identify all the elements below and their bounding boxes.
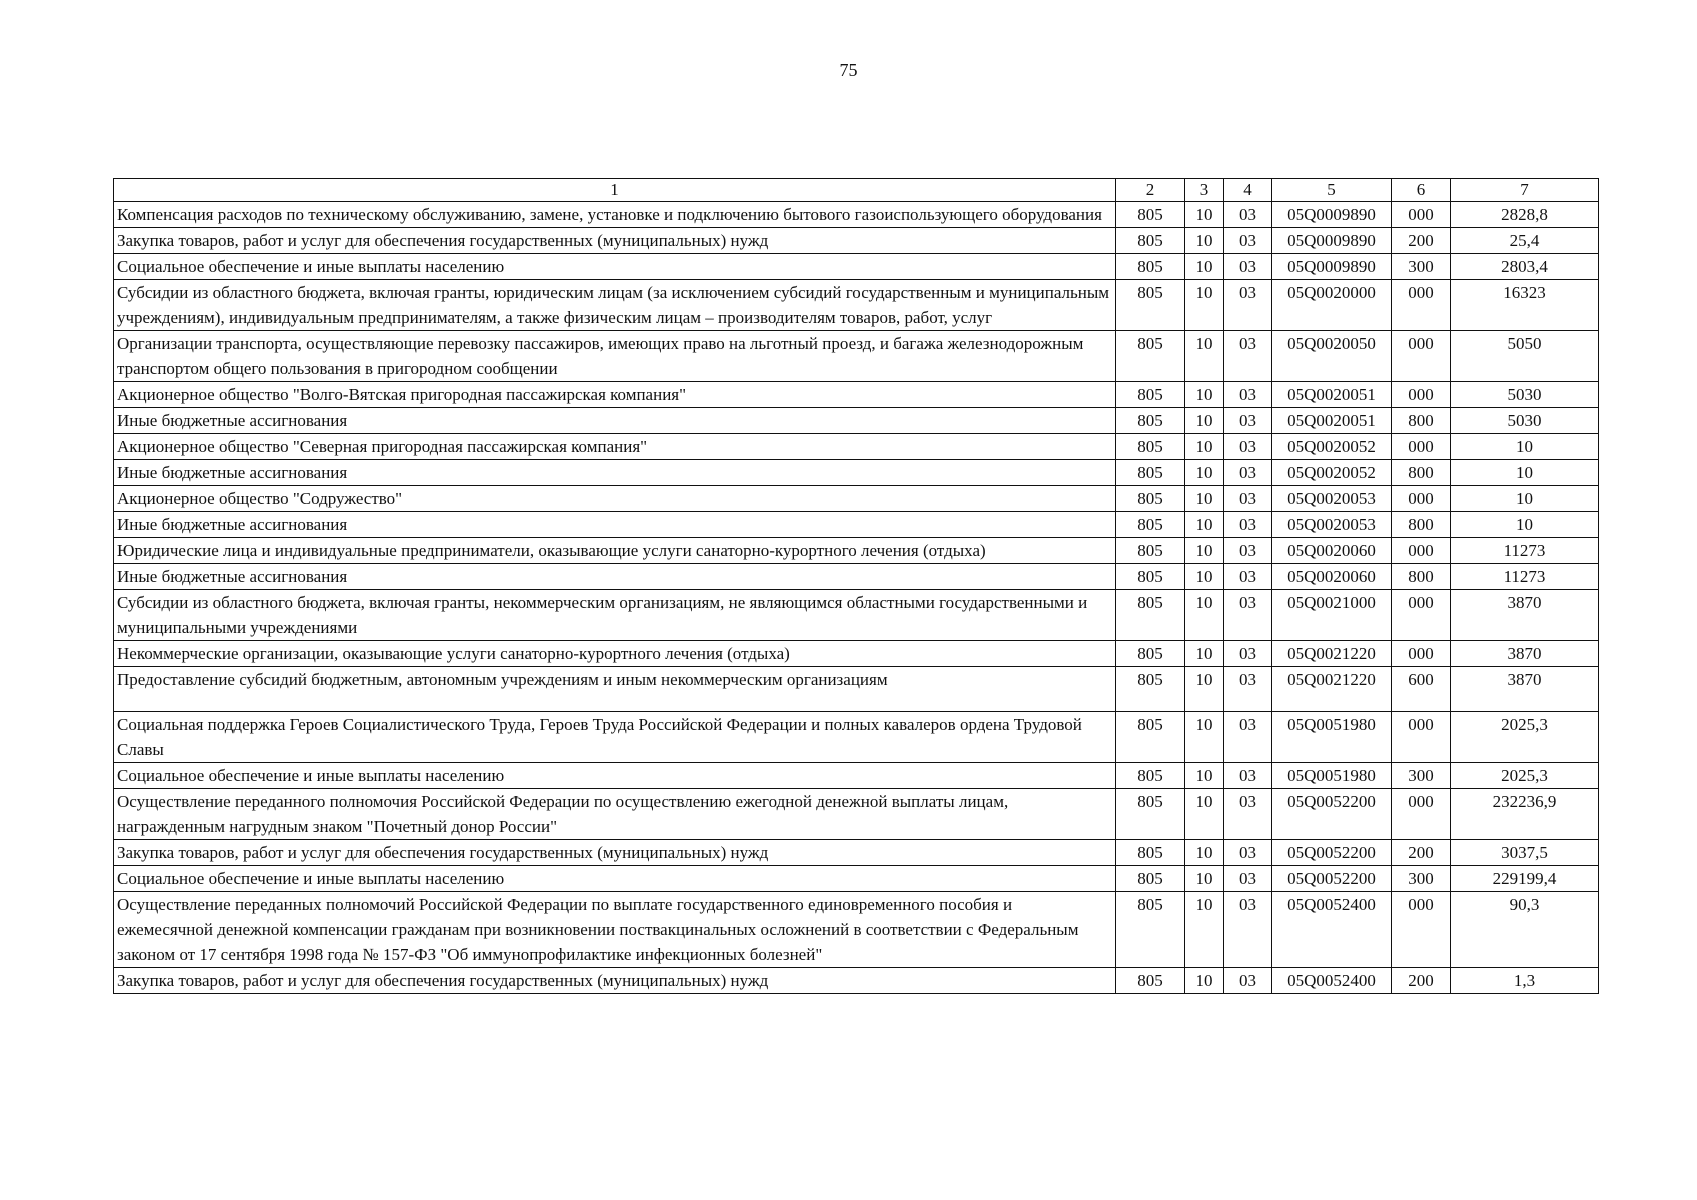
cell-amount: 16323 — [1451, 280, 1599, 331]
cell-subsection: 03 — [1224, 840, 1272, 866]
cell-name: Осуществление переданных полномочий Российской Федерации по выплате государственного единовременного пособия и ежемесячной денежной компенсации гражданам при возникновении поствакцинальных осложнений в соответствии с Федеральным законом от 17 сентября 1998 года № 157-ФЗ "Об иммунопрофилактике инфекционных болезней" — [114, 892, 1116, 968]
cell-subsection: 03 — [1224, 538, 1272, 564]
cell-section: 10 — [1185, 968, 1224, 994]
cell-admin-code: 805 — [1116, 712, 1185, 763]
cell-amount: 10 — [1451, 512, 1599, 538]
cell-amount: 2828,8 — [1451, 202, 1599, 228]
table-row — [114, 712, 1599, 763]
cell-target-article: 05Q0052400 — [1272, 892, 1392, 968]
table-row — [114, 202, 1599, 228]
cell-section: 10 — [1185, 712, 1224, 763]
cell-subsection: 03 — [1224, 202, 1272, 228]
cell-subsection: 03 — [1224, 892, 1272, 968]
cell-amount: 5030 — [1451, 408, 1599, 434]
cell-expense-type: 300 — [1392, 866, 1451, 892]
cell-admin-code: 805 — [1116, 460, 1185, 486]
cell-expense-type: 300 — [1392, 254, 1451, 280]
cell-admin-code: 805 — [1116, 538, 1185, 564]
cell-expense-type: 600 — [1392, 667, 1451, 712]
cell-expense-type: 000 — [1392, 641, 1451, 667]
cell-name: Некоммерческие организации, оказывающие услуги санаторно-курортного лечения (отдыха) — [114, 641, 1116, 667]
cell-admin-code: 805 — [1116, 202, 1185, 228]
cell-admin-code: 805 — [1116, 408, 1185, 434]
table-row — [114, 434, 1599, 460]
cell-target-article: 05Q0020060 — [1272, 564, 1392, 590]
cell-target-article: 05Q0009890 — [1272, 228, 1392, 254]
table-row — [114, 840, 1599, 866]
cell-name: Компенсация расходов по техническому обслуживанию, замене, установке и подключению бытового газоиспользующего оборудования — [114, 202, 1116, 228]
cell-amount: 11273 — [1451, 538, 1599, 564]
cell-expense-type: 000 — [1392, 434, 1451, 460]
cell-expense-type: 000 — [1392, 331, 1451, 382]
cell-target-article: 05Q0021000 — [1272, 590, 1392, 641]
cell-amount: 3870 — [1451, 590, 1599, 641]
table-row — [114, 564, 1599, 590]
page-number: 75 — [839, 60, 858, 80]
cell-target-article: 05Q0051980 — [1272, 763, 1392, 789]
cell-subsection: 03 — [1224, 667, 1272, 712]
table-row — [114, 460, 1599, 486]
cell-amount: 90,3 — [1451, 892, 1599, 968]
cell-section: 10 — [1185, 590, 1224, 641]
table-row — [114, 280, 1599, 331]
cell-name: Закупка товаров, работ и услуг для обеспечения государственных (муниципальных) нужд — [114, 968, 1116, 994]
cell-name: Социальное обеспечение и иные выплаты населению — [114, 254, 1116, 280]
cell-expense-type: 000 — [1392, 280, 1451, 331]
table-body — [114, 202, 1599, 994]
cell-section: 10 — [1185, 434, 1224, 460]
cell-section: 10 — [1185, 408, 1224, 434]
cell-section: 10 — [1185, 228, 1224, 254]
cell-section: 10 — [1185, 512, 1224, 538]
cell-expense-type: 000 — [1392, 789, 1451, 840]
cell-name: Акционерное общество "Содружество" — [114, 486, 1116, 512]
header-col-6: 6 — [1392, 179, 1451, 202]
table-row — [114, 892, 1599, 968]
header-col-5: 5 — [1272, 179, 1392, 202]
cell-target-article: 05Q0020051 — [1272, 382, 1392, 408]
table-row — [114, 408, 1599, 434]
cell-admin-code: 805 — [1116, 667, 1185, 712]
cell-target-article: 05Q0020051 — [1272, 408, 1392, 434]
cell-name: Юридические лица и индивидуальные предприниматели, оказывающие услуги санаторно-курортного лечения (отдыха) — [114, 538, 1116, 564]
cell-target-article: 05Q0052200 — [1272, 789, 1392, 840]
cell-admin-code: 805 — [1116, 840, 1185, 866]
cell-section: 10 — [1185, 538, 1224, 564]
cell-amount: 2803,4 — [1451, 254, 1599, 280]
cell-subsection: 03 — [1224, 460, 1272, 486]
cell-target-article: 05Q0020000 — [1272, 280, 1392, 331]
table-row — [114, 538, 1599, 564]
cell-target-article: 05Q0021220 — [1272, 641, 1392, 667]
cell-target-article: 05Q0020060 — [1272, 538, 1392, 564]
cell-amount: 3870 — [1451, 667, 1599, 712]
cell-expense-type: 000 — [1392, 486, 1451, 512]
cell-name: Закупка товаров, работ и услуг для обеспечения государственных (муниципальных) нужд — [114, 840, 1116, 866]
cell-subsection: 03 — [1224, 763, 1272, 789]
cell-name: Закупка товаров, работ и услуг для обеспечения государственных (муниципальных) нужд — [114, 228, 1116, 254]
cell-admin-code: 805 — [1116, 789, 1185, 840]
cell-subsection: 03 — [1224, 280, 1272, 331]
cell-name: Субсидии из областного бюджета, включая гранты, юридическим лицам (за исключением субсидий государственным и муниципальным учреждениям), индивидуальным предпринимателям, а также физическим лицам – производителям товаров, работ, услуг — [114, 280, 1116, 331]
table-header — [114, 179, 1599, 202]
cell-section: 10 — [1185, 763, 1224, 789]
cell-target-article: 05Q0020052 — [1272, 460, 1392, 486]
cell-admin-code: 805 — [1116, 228, 1185, 254]
cell-admin-code: 805 — [1116, 590, 1185, 641]
cell-expense-type: 800 — [1392, 408, 1451, 434]
cell-expense-type: 000 — [1392, 892, 1451, 968]
cell-target-article: 05Q0052400 — [1272, 968, 1392, 994]
cell-subsection: 03 — [1224, 434, 1272, 460]
cell-expense-type: 000 — [1392, 382, 1451, 408]
cell-name: Субсидии из областного бюджета, включая гранты, некоммерческим организациям, не являющимся областными государственными и муниципальными учреждениями — [114, 590, 1116, 641]
cell-admin-code: 805 — [1116, 892, 1185, 968]
cell-amount: 5030 — [1451, 382, 1599, 408]
cell-amount: 11273 — [1451, 564, 1599, 590]
cell-subsection: 03 — [1224, 968, 1272, 994]
cell-admin-code: 805 — [1116, 280, 1185, 331]
cell-subsection: 03 — [1224, 789, 1272, 840]
cell-section: 10 — [1185, 892, 1224, 968]
cell-expense-type: 300 — [1392, 763, 1451, 789]
cell-target-article: 05Q0009890 — [1272, 202, 1392, 228]
table-row — [114, 763, 1599, 789]
cell-target-article: 05Q0052200 — [1272, 840, 1392, 866]
cell-section: 10 — [1185, 840, 1224, 866]
table-row — [114, 331, 1599, 382]
cell-subsection: 03 — [1224, 486, 1272, 512]
cell-expense-type: 800 — [1392, 512, 1451, 538]
cell-expense-type: 800 — [1392, 460, 1451, 486]
table-row — [114, 590, 1599, 641]
header-col-7: 7 — [1451, 179, 1599, 202]
cell-admin-code: 805 — [1116, 254, 1185, 280]
cell-amount: 3870 — [1451, 641, 1599, 667]
cell-amount: 3037,5 — [1451, 840, 1599, 866]
cell-subsection: 03 — [1224, 866, 1272, 892]
cell-name: Осуществление переданного полномочия Российской Федерации по осуществлению ежегодной денежной выплаты лицам, награжденным нагрудным знаком "Почетный донор России" — [114, 789, 1116, 840]
table-row — [114, 254, 1599, 280]
cell-admin-code: 805 — [1116, 512, 1185, 538]
cell-admin-code: 805 — [1116, 763, 1185, 789]
cell-amount: 1,3 — [1451, 968, 1599, 994]
header-col-3: 3 — [1185, 179, 1224, 202]
cell-name: Акционерное общество "Северная пригородная пассажирская компания" — [114, 434, 1116, 460]
table-row — [114, 486, 1599, 512]
cell-admin-code: 805 — [1116, 382, 1185, 408]
cell-target-article: 05Q0009890 — [1272, 254, 1392, 280]
cell-section: 10 — [1185, 382, 1224, 408]
cell-amount: 10 — [1451, 460, 1599, 486]
cell-name: Иные бюджетные ассигнования — [114, 564, 1116, 590]
cell-name: Иные бюджетные ассигнования — [114, 460, 1116, 486]
cell-name: Социальное обеспечение и иные выплаты населению — [114, 763, 1116, 789]
cell-target-article: 05Q0051980 — [1272, 712, 1392, 763]
header-row — [114, 179, 1599, 202]
cell-name: Социальное обеспечение и иные выплаты населению — [114, 866, 1116, 892]
cell-section: 10 — [1185, 789, 1224, 840]
table-row — [114, 228, 1599, 254]
header-col-2: 2 — [1116, 179, 1185, 202]
cell-admin-code: 805 — [1116, 641, 1185, 667]
cell-subsection: 03 — [1224, 254, 1272, 280]
table-row — [114, 968, 1599, 994]
cell-name: Предоставление субсидий бюджетным, автономным учреждениям и иным некоммерческим организациям — [114, 667, 1116, 712]
cell-amount: 2025,3 — [1451, 763, 1599, 789]
cell-subsection: 03 — [1224, 331, 1272, 382]
cell-section: 10 — [1185, 280, 1224, 331]
cell-amount: 2025,3 — [1451, 712, 1599, 763]
cell-amount: 229199,4 — [1451, 866, 1599, 892]
cell-expense-type: 000 — [1392, 712, 1451, 763]
cell-subsection: 03 — [1224, 228, 1272, 254]
cell-section: 10 — [1185, 866, 1224, 892]
cell-expense-type: 200 — [1392, 968, 1451, 994]
cell-admin-code: 805 — [1116, 486, 1185, 512]
table-row — [114, 866, 1599, 892]
cell-section: 10 — [1185, 202, 1224, 228]
cell-target-article: 05Q0020050 — [1272, 331, 1392, 382]
cell-expense-type: 000 — [1392, 590, 1451, 641]
cell-target-article: 05Q0052200 — [1272, 866, 1392, 892]
cell-admin-code: 805 — [1116, 331, 1185, 382]
cell-name: Социальная поддержка Героев Социалистического Труда, Героев Труда Российской Федерации и полных кавалеров ордена Трудовой Славы — [114, 712, 1116, 763]
cell-subsection: 03 — [1224, 382, 1272, 408]
cell-section: 10 — [1185, 254, 1224, 280]
table-row — [114, 512, 1599, 538]
cell-amount: 5050 — [1451, 331, 1599, 382]
cell-target-article: 05Q0020053 — [1272, 512, 1392, 538]
cell-admin-code: 805 — [1116, 866, 1185, 892]
cell-section: 10 — [1185, 667, 1224, 712]
cell-subsection: 03 — [1224, 590, 1272, 641]
cell-expense-type: 200 — [1392, 228, 1451, 254]
cell-expense-type: 200 — [1392, 840, 1451, 866]
cell-amount: 232236,9 — [1451, 789, 1599, 840]
cell-target-article: 05Q0020053 — [1272, 486, 1392, 512]
table-row — [114, 789, 1599, 840]
cell-target-article: 05Q0020052 — [1272, 434, 1392, 460]
cell-subsection: 03 — [1224, 564, 1272, 590]
cell-subsection: 03 — [1224, 641, 1272, 667]
table-row — [114, 382, 1599, 408]
cell-admin-code: 805 — [1116, 564, 1185, 590]
header-col-1: 1 — [114, 179, 1116, 202]
table-row — [114, 667, 1599, 712]
cell-target-article: 05Q0021220 — [1272, 667, 1392, 712]
cell-admin-code: 805 — [1116, 434, 1185, 460]
cell-section: 10 — [1185, 641, 1224, 667]
cell-amount: 25,4 — [1451, 228, 1599, 254]
cell-admin-code: 805 — [1116, 968, 1185, 994]
cell-section: 10 — [1185, 331, 1224, 382]
cell-name: Иные бюджетные ассигнования — [114, 408, 1116, 434]
cell-subsection: 03 — [1224, 408, 1272, 434]
cell-section: 10 — [1185, 460, 1224, 486]
table-row — [114, 641, 1599, 667]
cell-expense-type: 000 — [1392, 538, 1451, 564]
cell-expense-type: 000 — [1392, 202, 1451, 228]
cell-section: 10 — [1185, 564, 1224, 590]
cell-name: Иные бюджетные ассигнования — [114, 512, 1116, 538]
cell-subsection: 03 — [1224, 512, 1272, 538]
cell-section: 10 — [1185, 486, 1224, 512]
cell-amount: 10 — [1451, 486, 1599, 512]
cell-amount: 10 — [1451, 434, 1599, 460]
cell-name: Организации транспорта, осуществляющие перевозку пассажиров, имеющих право на льготный проезд, и багажа железнодорожным транспортом общего пользования в пригородном сообщении — [114, 331, 1116, 382]
cell-subsection: 03 — [1224, 712, 1272, 763]
cell-expense-type: 800 — [1392, 564, 1451, 590]
header-col-4: 4 — [1224, 179, 1272, 202]
cell-name: Акционерное общество "Волго-Вятская пригородная пассажирская компания" — [114, 382, 1116, 408]
budget-table — [113, 178, 1599, 994]
